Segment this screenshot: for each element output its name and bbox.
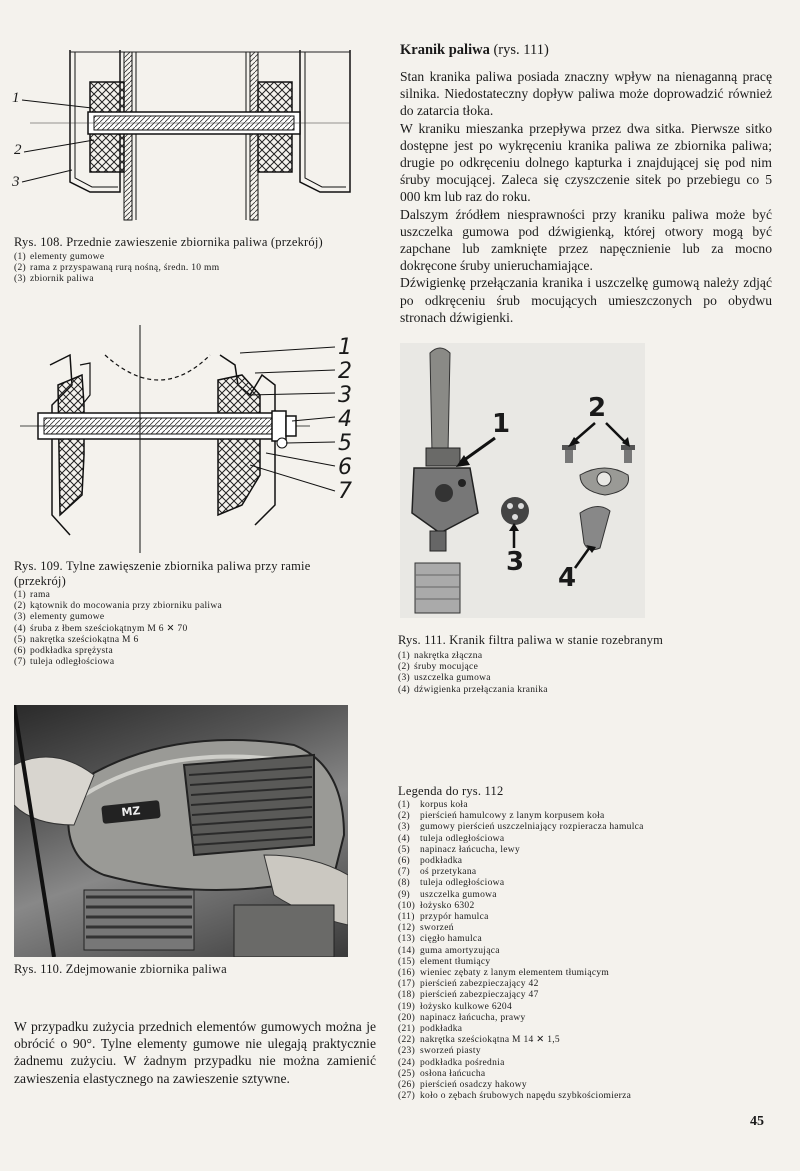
fig109-legend — [14, 590, 222, 668]
fig109-label-5: 5 — [338, 431, 352, 456]
kranik-paragraph: Stan kranika paliwa posiada znaczny wpływ na nienaganną pracę silnika. Niedostateczny dopływ paliwa może doprowadzić również do zatarcia tłoka. — [400, 69, 772, 119]
fig109-label-6: 6 — [338, 455, 352, 480]
legend-item: (26) pierścień osadczy hakowy — [398, 1080, 527, 1091]
legend-item: (24) podkładka pośrednia — [398, 1057, 505, 1068]
kranik-body — [400, 68, 772, 326]
kranik-paragraph: Dalszym źródłem niesprawności przy kraniku paliwa może być uszczelka gumowa pod dźwigienką, której otwory mogą być zapchane lub zamknięte przez napęcznienie lub za mocno dokręcone śruby unieruchamiające. — [400, 206, 772, 274]
legend-item: (1) korpus koła — [398, 800, 468, 810]
legend-item: (2) pierścień hamulcowy z lanym korpusem koła — [398, 811, 605, 822]
fig108-caption: Rys. 108. Przednie zawieszenie zbiornika paliwa (przekrój) — [14, 235, 323, 249]
fig110-caption: Rys. 110. Zdejmowanie zbiornika paliwa — [14, 962, 227, 976]
fig111-label-2: 2 — [588, 393, 607, 423]
legend-item: (19) łożysko kulkowe 6204 — [398, 1001, 513, 1012]
legend-item: (20) napinacz łańcucha, prawy — [398, 1012, 526, 1023]
fig109-label-2: 2 — [338, 359, 352, 384]
fig109-label-3: 3 — [338, 383, 352, 408]
fig111-label-4: 4 — [558, 563, 577, 593]
fig109-caption: Rys. 109. Tylne zawięszenie zbiornika paliwa przy ramie (przekrój) — [14, 559, 311, 588]
legend-item: (3) zbiornik paliwa — [14, 274, 94, 285]
fig109-label-7: 7 — [338, 479, 352, 504]
legend-item: (6) podkładka sprężysta — [14, 646, 113, 657]
fig109-cross-section — [10, 325, 362, 553]
legend-item: (1) nakrętka złączna — [398, 651, 483, 661]
legend-item: (17) pierścień zabezpieczający 42 — [398, 979, 539, 990]
fig110-photo — [14, 705, 348, 957]
legend-item: (4) tuleja odległościowa — [398, 833, 505, 844]
page-number: 45 — [750, 1114, 764, 1129]
fig111-legend — [398, 651, 548, 696]
legend-item: (4) śruba z łbem sześciokątnym M 6 ✕ 70 — [14, 623, 188, 634]
fig109-label-1: 1 — [338, 335, 352, 360]
legend-item: (3) elementy gumowe — [14, 612, 105, 623]
legend-item: (4) dźwigienka przełączania kranika — [398, 684, 548, 695]
legend-item: (21) podkładka — [398, 1024, 463, 1035]
kranik-paragraph: Dźwigienkę przełączania kranika i uszczelkę gumową należy zdjąć po odkręceniu śrub mocujących umieszczonych po obydwu stronach dźwigienki. — [400, 275, 772, 325]
legend-item: (12) sworzeń — [398, 923, 454, 934]
figure-108-drawing — [10, 42, 362, 230]
legend-item: (1) elementy gumowe — [14, 252, 105, 262]
fig108-label-1: 1 — [12, 90, 20, 106]
legend-item: (10) łożysko 6302 — [398, 900, 475, 911]
legend-item: (27) koło o zębach śrubowych napędu szybkościomierza — [398, 1091, 632, 1102]
legend-item: (23) sworzeń piasty — [398, 1046, 481, 1057]
kranik-heading-title: Kranik paliwa — [400, 42, 490, 58]
legend-item: (18) pierścień zabezpieczający 47 — [398, 990, 539, 1001]
figure-109-drawing — [10, 325, 362, 553]
legend-item: (5) nakrętka sześciokątna M 6 — [14, 634, 139, 645]
legend-item: (1) rama — [14, 590, 51, 600]
fig108-label-3: 3 — [12, 174, 20, 190]
kranik-heading — [400, 42, 549, 59]
fig111-caption: Rys. 111. Kranik filtra paliwa w stanie rozebranym — [398, 633, 664, 647]
legend-item: (2) rama z przyspawaną rurą nośną, średn. 10 mm — [14, 263, 220, 274]
fig111-label-1: 1 — [492, 409, 511, 439]
legend-item: (15) element tłumiący — [398, 956, 491, 967]
legend-item: (7) tuleja odległościowa — [14, 657, 115, 668]
legend112-title: Legenda do rys. 112 — [398, 784, 504, 798]
legend-item: (13) cięgło hamulca — [398, 934, 482, 945]
fig109-label-4: 4 — [338, 407, 352, 432]
legend-item: (7) oś przetykana — [398, 867, 477, 878]
kranik-paragraph: W kraniku mieszanka przepływa przez dwa sitka. Pierwsze sitko dostępne jest po wykręceniu kranika paliwa ze zbiornika paliwa; drugie po odkręceniu dolnego kapturka i znajdującej się pod nim śruby mocującej. Zaleca się czyszczenie sitek po przebiegu co 5 000 km lub raz do roku. — [400, 120, 772, 205]
kranik-heading-ref: (rys. 111) — [493, 42, 549, 58]
fig111-photo — [400, 343, 645, 618]
legend-item: (2) śruby mocujące — [398, 662, 479, 673]
left-body-paragraph: W przypadku zużycia przednich elementów gumowych można je obrócić o 90°. Tylne elementy gumowe nie ulegają praktycznie żadnemu zużyciu. W żadnym przypadku nie można zamienić zawieszenia elastycznego na zawieszenie sztywne. — [14, 1019, 376, 1086]
legend-item: (9) uszczelka gumowa — [398, 889, 497, 900]
fig108-legend — [14, 252, 219, 286]
legend-item: (25) osłona łańcucha — [398, 1068, 486, 1079]
legend-item: (5) napinacz łańcucha, lewy — [398, 844, 521, 855]
legend-item: (11) przypór hamulca — [398, 912, 489, 923]
legend-item: (22) nakrętka sześciokątna M 14 ✕ 1,5 — [398, 1035, 560, 1046]
legend-item: (6) podkładka — [398, 856, 463, 867]
fig108-label-2: 2 — [14, 142, 22, 158]
legend112-list — [398, 800, 644, 1102]
legend-item: (16) wieniec zębaty z lanym elementem tłumiącym — [398, 968, 610, 979]
legend-item: (3) uszczelka gumowa — [398, 673, 491, 684]
legend-item: (14) guma amortyzująca — [398, 945, 500, 956]
mz-badge: MZ — [101, 800, 161, 824]
legend-item: (2) kątownik do mocowania przy zbiorniku paliwa — [14, 601, 223, 612]
legend-item: (8) tuleja odległościowa — [398, 878, 505, 889]
fig108-cross-section — [10, 42, 362, 230]
legend-item: (3) gumowy pierścień uszczelniający rozpieracza hamulca — [398, 822, 644, 833]
fig111-label-3: 3 — [506, 547, 525, 577]
fig110-photo-content — [14, 705, 348, 957]
